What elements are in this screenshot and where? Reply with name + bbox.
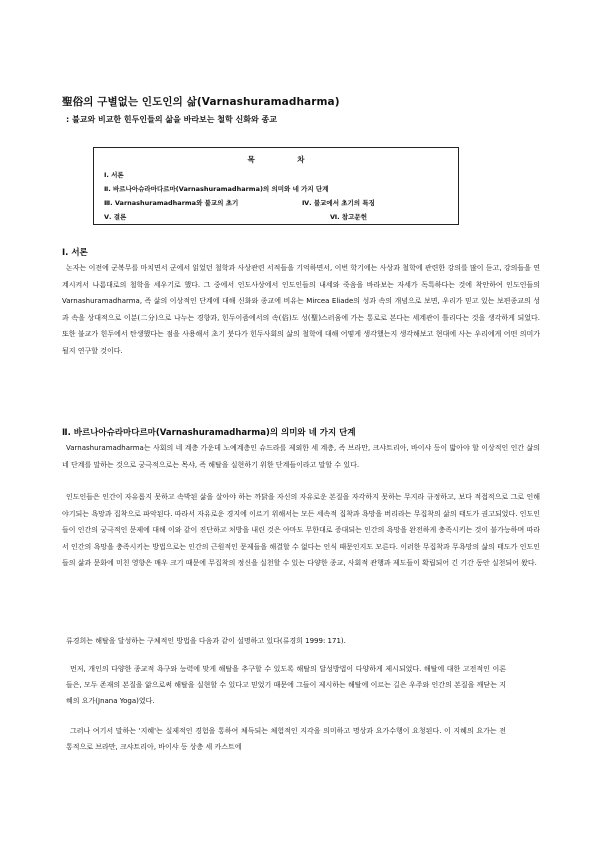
document-subtitle: : 불교와 비교한 힌두인들의 삶을 바라보는 철학 신화와 종교	[66, 115, 277, 124]
toc-item-conclusion: Ⅴ. 결론	[104, 213, 127, 221]
table-of-contents	[93, 147, 459, 225]
section-1-heading: Ⅰ. 서론	[62, 248, 88, 258]
toc-item-meaning: Ⅱ. 바르나아슈라마다르마(Varnashuramadharma)의 의미와 네 가지 단계	[104, 185, 329, 193]
block-quote-2: 그러나 여기서 말하는 '지혜'는 실제적인 경험을 통하여 체득되는 체험적인 지각을 의미하고 명상과 요가수행이 요청된다. 이 지혜의 요가는 전통적으로 브라만, 크샤트리아, 바이샤 등 상층 세 카스트에	[66, 727, 506, 751]
section-2-paragraph-3: 류경희는 해탈을 달성하는 구체적인 방법을 다음과 같이 설명하고 있다(류경희 1999: 171).	[66, 637, 346, 645]
toc-item-intro: Ⅰ. 서론	[104, 171, 124, 179]
toc-item-references: Ⅵ. 참고문헌	[330, 213, 367, 221]
toc-item-features: Ⅳ. 불교에서 초기의 특징	[302, 199, 375, 207]
document-title: 聖俗의 구별없는 인도인의 삶(Varnashuramadharma)	[62, 96, 340, 108]
toc-item-early-buddhism: Ⅲ. Varnashuramadharma와 불교의 초기	[104, 199, 239, 207]
section-1-body: 논자는 이전에 군복무를 마치면서 군에서 읽었던 철학과 사상관련 서적들을 기억하면서, 이번 학기에는 사상과 철학에 관련한 강의를 많이 듣고, 강의들을 연계시켜서 나름대로의 철학을 세우기로 했다. 그 중에서 인도사상에서 인도인들의 내세와 죽음을 바라보는 자세가 독특하다는 것에 착안하여 인도인들의 Varnashuramadharma, 즉 삶의 이상적인 단계에 대해 신화와 종교에 비유는 Mircea Eliade의 성과 속의 개념으로 보면, 우리가 믿고 있는 보편종교의 성과 속을 상대적으로 이분(二分)으로 나누는 경향과, 힌두이즘에서의 속(俗)도 성(聖)스러움에 가는 통로로 본다는 세계관이 틀리다는 것을 생각하게 되었다. 또한 불교가 힌두에서 탄생했다는 점을 사용해서 초기 붓다가 힌두사회의 삶의 철학에 대해 어떻게 생각했는지 생각해보고 현대에 사는 우리에게 어떤 의미가 될지 연구할 것이다.	[62, 264, 540, 355]
section-2-paragraph-1: Varnashuramadharma는 사회의 네 계층 가운데 노예계층인 슈드라를 제외한 세 계층, 즉 브라만, 크샤트리아, 바이샤 등이 밟아야 할 이상적인 인간 삶의 네 단계를 말하는 것으로 궁극적으로는 목샤, 즉 해탈을 실현하기 위한 단계들이라고 말할 수 있다.	[62, 444, 540, 469]
section-2-paragraph-2: 인도인들은 인간이 자유롭지 못하고 속박된 삶을 살아야 하는 까닭을 자신의 자유로운 본질을 자각하지 못하는 무지라 규정하고, 보다 적접적으로 그로 인해 야기되는 욕망과 집착으로 파악된다. 따라서 자유로운 경지에 이르기 위해서는 모든 세속적 집착과 욕망을 버리라는 무집착의 삶의 태도가 권고되었다. 인도인들이 인간의 궁극적인 문제에 대해 이와 같이 진단하고 처방을 내린 것은 아마도 무한대로 증대되는 인간의 욕망을 완전하게 충족시키는 것이 불가능하며 따라서 인간의 욕망을 충족시키는 방법으로는 인간의 근원적인 문제들을 해결할 수 없다는 인식 때문인지도 모른다. 이러한 무집착과 무욕망의 삶의 태도가 인도인들의 삶과 문화에 미친 영향은 매우 크기 때문에 무집착의 정신을 실천할 수 있는 다양한 종교, 사회적 관행과 제도들이 확립되어 긴 기간 동안 실천되어 왔다.	[62, 493, 540, 568]
section-2-heading: Ⅱ. 바르나아슈라마다르마(Varnashuramadharma)의 의미와 네 가지 단계	[62, 428, 356, 438]
toc-heading: 목 차	[247, 155, 305, 164]
block-quote-1: 먼저, 개인의 다양한 종교적 욕구와 능력에 맞게 해탈을 추구할 수 있도록 해탈의 달성방법이 다양하게 제시되었다. 해탈에 대한 고전적인 이론들은, 모두 존재의 본질을 앎으로써 해탈을 실현할 수 있다고 믿었기 때문에 그들이 제시하는 해탈에 이르는 길은 우주와 인간의 본질을 깨닫는 지혜의 요가(Jnana Yoga)였다.	[66, 665, 506, 705]
